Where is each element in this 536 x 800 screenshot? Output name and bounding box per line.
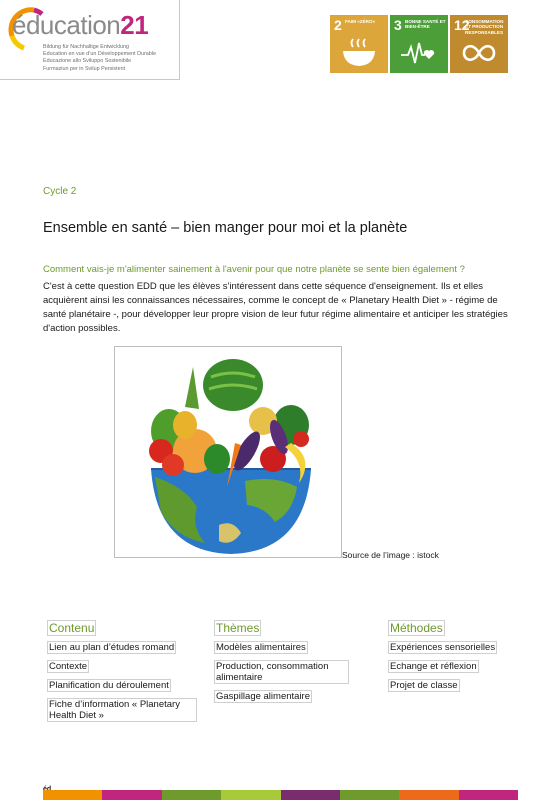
logo-line-fr: Education en vue d’un Développement Durable (43, 51, 156, 58)
column-heading-methodes: Méthodes (390, 621, 443, 635)
page-title: Ensemble en santé – bien manger pour moi et la planète (43, 220, 408, 236)
link-contexte[interactable]: Contexte (49, 661, 88, 672)
sdg-number: 12 (454, 17, 470, 33)
link-echange[interactable]: Echange et réflexion (390, 661, 477, 672)
logo-line-it: Educazione allo Sviluppo Sostenibile (43, 58, 132, 65)
band-segment (221, 790, 280, 800)
guiding-question: Comment vais-je m'alimenter sainement à l'avenir pour que notre planète se sente bien également ? (43, 264, 465, 275)
logo-word: éducation (12, 10, 121, 40)
band-segment (102, 790, 161, 800)
link-experiences[interactable]: Expériences sensorielles (390, 642, 496, 653)
link-planification[interactable]: Planification du déroulement (49, 680, 169, 691)
cycle-label: Cycle 2 (43, 186, 77, 197)
food-globe-illustration (115, 347, 342, 558)
link-fiche-information[interactable]: Fiche d’information « Planetary Health Diet » (47, 698, 197, 722)
sdg-number: 3 (394, 17, 402, 33)
sdg-label: BONNE SANTÉ ET BIEN-ÊTRE (405, 19, 446, 30)
food-globe-image (114, 346, 342, 558)
band-segment (162, 790, 221, 800)
link-plan-etudes[interactable]: Lien au plan d’études romand (49, 642, 175, 653)
band-segment (459, 790, 518, 800)
footer-color-band (43, 790, 518, 800)
sdg-2-tile (330, 15, 388, 73)
column-methodes (388, 619, 518, 698)
sdg-12-tile (450, 15, 508, 73)
sdg-label: FAIM «ZÉRO» (345, 19, 376, 24)
link-projet[interactable]: Projet de classe (390, 680, 458, 691)
band-segment (340, 790, 399, 800)
image-caption: Source de l’image : istock (342, 550, 439, 560)
education21-logo[interactable] (0, 0, 180, 80)
column-contenu (47, 619, 197, 728)
heartbeat-icon (400, 37, 438, 69)
column-heading-contenu: Contenu (49, 621, 95, 635)
logo-line-de: Bildung für Nachhaltige Entwicklung (43, 44, 130, 50)
link-modeles-alimentaires[interactable]: Modèles alimentaires (216, 642, 306, 653)
intro-paragraph: C'est à cette question EDD que les élèves s'intéressent dans cette séquence d'enseignement. Ils et elles acquièrent ainsi les connaissances nécessaires, comme le concept de « Planetary Health Diet » - régime de santé planétaire -, pour développer leur propre vision de leur futur régime alimentaire et anticiper les stratégies d'action possibles. (43, 281, 508, 334)
link-production-consommation[interactable]: Production, consommation alimentaire (214, 660, 349, 684)
sdg-label: CONSOMMATION ET PRODUCTION RESPONSABLES (465, 19, 504, 35)
band-segment (399, 790, 458, 800)
column-themes (214, 619, 349, 709)
sdg-3-tile (390, 15, 448, 73)
column-heading-themes: Thèmes (216, 621, 260, 635)
band-segment (281, 790, 340, 800)
soup-bowl-icon (340, 37, 378, 69)
link-gaspillage[interactable]: Gaspillage alimentaire (216, 691, 310, 702)
logo-line-rm: Furmaziun per in Svilup Persistent (43, 65, 126, 72)
logo-tagline (43, 44, 179, 73)
sdg-number: 2 (334, 17, 342, 33)
infinity-icon (460, 37, 498, 69)
logo-number: 21 (120, 10, 149, 40)
band-segment (43, 790, 102, 800)
logo-wordmark (12, 11, 148, 39)
